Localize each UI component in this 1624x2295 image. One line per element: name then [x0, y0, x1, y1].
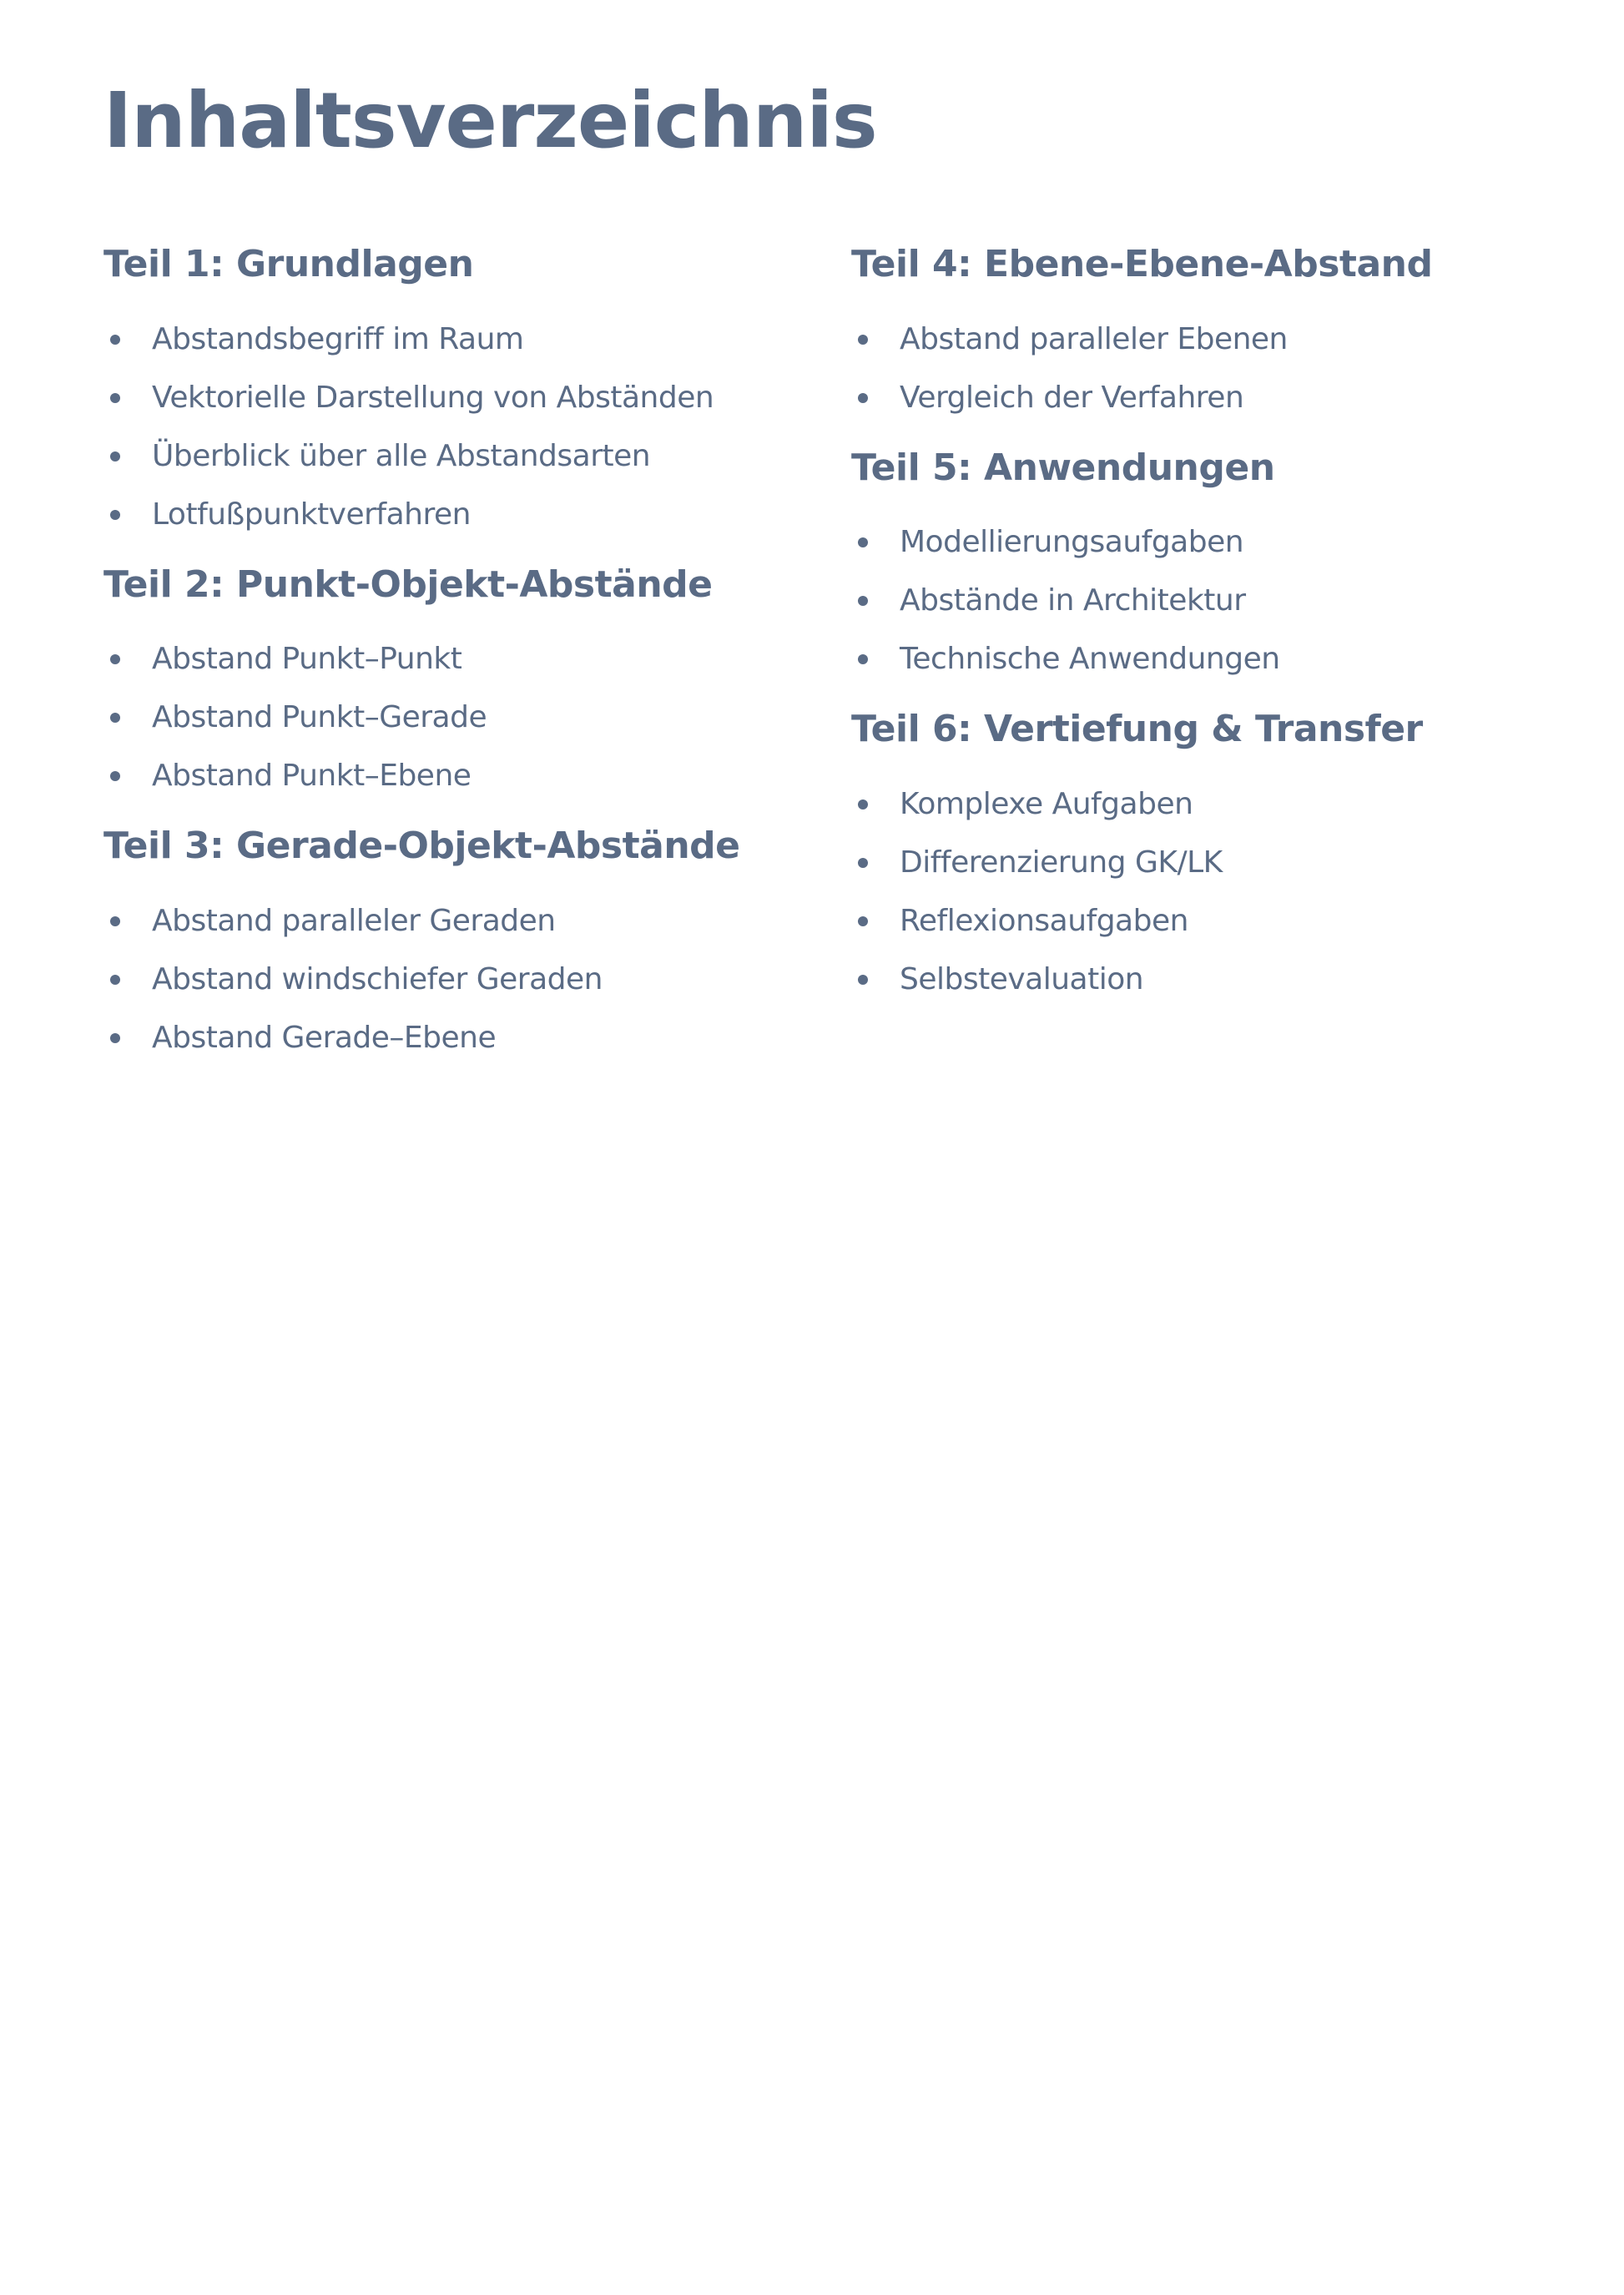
list-item-label: Vektorielle Darstellung von Abständen	[152, 380, 714, 415]
list-item	[103, 486, 821, 544]
list-item-label: Differenzierung GK/LK	[900, 845, 1223, 880]
toc-section	[103, 824, 821, 1067]
section-item-list	[851, 775, 1569, 1009]
section-heading: Teil 2: Punkt-Objekt-Abstände	[103, 562, 713, 606]
list-item-label: Abstand paralleler Geraden	[152, 904, 556, 939]
list-item	[103, 630, 821, 688]
list-item	[851, 775, 1569, 834]
list-item-label: Technische Anwendungen	[900, 642, 1280, 677]
bullet-icon	[858, 799, 868, 810]
list-item-label: Modellierungsaufgaben	[900, 525, 1244, 560]
bullet-icon	[110, 916, 120, 926]
list-item	[103, 951, 821, 1009]
toc-column-right	[851, 242, 1569, 1027]
bullet-icon	[858, 537, 868, 547]
bullet-icon	[858, 596, 868, 606]
list-item-label: Abstand Punkt–Punkt	[152, 642, 462, 677]
list-item	[851, 310, 1569, 369]
bullet-icon	[110, 393, 120, 403]
section-item-list	[103, 892, 821, 1067]
list-item-label: Abstand windschiefer Geraden	[152, 962, 603, 997]
section-heading: Teil 6: Vertiefung & Transfer	[851, 708, 1423, 751]
list-item-label: Abstand Gerade–Ebene	[152, 1021, 497, 1056]
list-item	[103, 688, 821, 747]
toc-section	[851, 242, 1569, 427]
bullet-icon	[858, 393, 868, 403]
bullet-icon	[110, 771, 120, 781]
toc-section	[851, 446, 1569, 689]
bullet-icon	[110, 335, 120, 345]
toc-column-left	[103, 242, 821, 1086]
list-item	[103, 747, 821, 805]
list-item	[851, 951, 1569, 1009]
list-item-label: Abstandsbegriff im Raum	[152, 321, 524, 356]
bullet-icon	[110, 510, 120, 520]
bullet-icon	[858, 916, 868, 926]
bullet-icon	[110, 1033, 120, 1043]
list-item-label: Selbstevaluation	[900, 962, 1144, 997]
section-heading: Teil 1: Grundlagen	[103, 243, 474, 285]
list-item	[103, 892, 821, 951]
list-item-label: Abstände in Architektur	[900, 583, 1246, 618]
bullet-icon	[110, 654, 120, 664]
section-item-list	[851, 513, 1569, 688]
list-item-label: Abstand paralleler Ebenen	[900, 321, 1288, 356]
list-item-label: Vergleich der Verfahren	[900, 380, 1244, 415]
toc-section	[851, 707, 1569, 1009]
list-item	[851, 572, 1569, 630]
list-item-label: Überblick über alle Abstandsarten	[152, 438, 651, 473]
list-item-label: Reflexionsaufgaben	[900, 904, 1188, 939]
section-heading: Teil 5: Anwendungen	[851, 446, 1275, 489]
bullet-icon	[110, 975, 120, 985]
list-item	[103, 310, 821, 369]
toc-section	[103, 242, 821, 544]
list-item	[851, 630, 1569, 688]
bullet-icon	[858, 858, 868, 868]
section-heading: Teil 3: Gerade-Objekt-Abstände	[103, 825, 740, 868]
bullet-icon	[858, 654, 868, 664]
list-item	[851, 369, 1569, 427]
list-item	[851, 834, 1569, 892]
list-item-label: Lotfußpunktverfahren	[152, 497, 471, 532]
section-item-list	[851, 310, 1569, 427]
section-item-list	[103, 310, 821, 544]
section-item-list	[103, 630, 821, 805]
list-item-label: Komplexe Aufgaben	[900, 787, 1193, 822]
bullet-icon	[110, 451, 120, 462]
list-item	[851, 513, 1569, 572]
list-item-label: Abstand Punkt–Gerade	[152, 700, 487, 735]
page-title: Inhaltsverzeichnis	[103, 76, 877, 165]
section-heading: Teil 4: Ebene-Ebene-Abstand	[851, 243, 1433, 285]
list-item	[103, 427, 821, 486]
bullet-icon	[858, 335, 868, 345]
toc-section	[103, 562, 821, 806]
list-item-label: Abstand Punkt–Ebene	[152, 759, 472, 794]
bullet-icon	[858, 975, 868, 985]
bullet-icon	[110, 713, 120, 723]
list-item	[103, 1009, 821, 1067]
list-item	[103, 369, 821, 427]
list-item	[851, 892, 1569, 951]
